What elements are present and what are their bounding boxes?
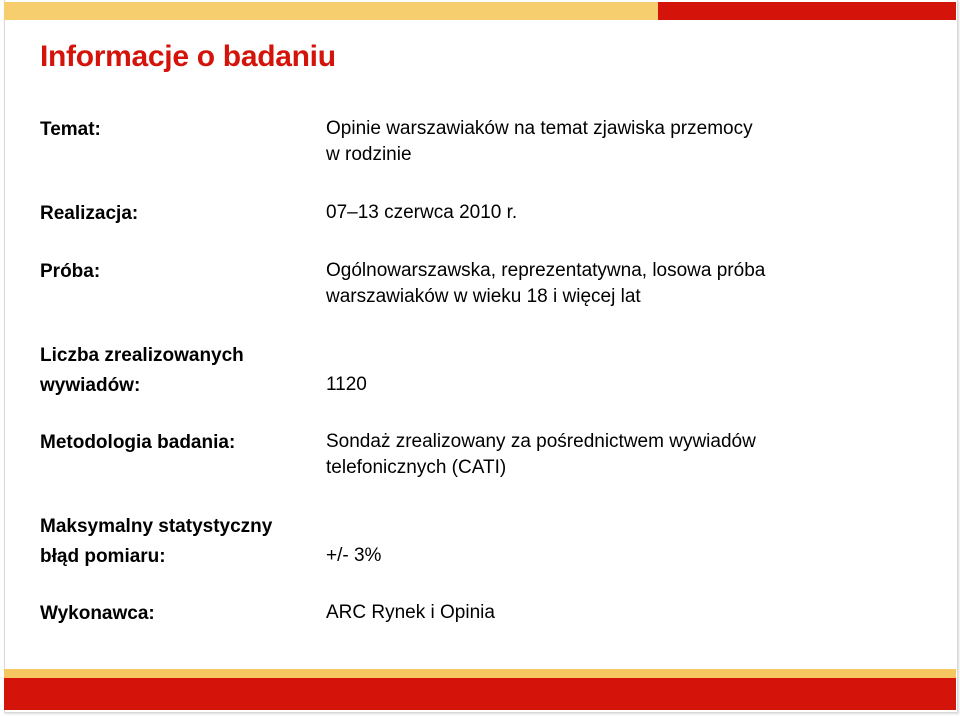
value-proba — [326, 258, 765, 310]
value-wykonawca — [326, 600, 495, 626]
value-realizacja-line-1: 07–13 czerwca 2010 r. — [326, 202, 518, 223]
value-liczba-wywiadow — [326, 372, 367, 398]
value-realizacja — [326, 200, 517, 226]
label-wykonawca: Wykonawca: — [40, 603, 155, 624]
value-metodologia — [326, 429, 756, 481]
value-blad-line-1: +/- 3% — [326, 545, 382, 566]
label-liczba-line-1: Liczba zrealizowanych — [40, 345, 244, 366]
label-liczba-line-2: wywiadów: — [40, 375, 141, 396]
page-title: Informacje o badaniu — [40, 40, 336, 73]
value-blad-pomiaru — [326, 543, 381, 569]
label-metodologia: Metodologia badania: — [40, 432, 236, 453]
label-blad-line-2: błąd pomiaru: — [40, 546, 166, 567]
bottom-yellow-bar — [4, 669, 956, 678]
label-proba: Próba: — [40, 261, 101, 282]
value-wykonawca-line-1: ARC Rynek i Opinia — [326, 602, 495, 623]
bottom-red-bar — [4, 678, 956, 710]
label-liczba-wywiadow — [40, 341, 244, 401]
value-temat-line-2: w rodzinie — [326, 144, 412, 165]
label-blad-pomiaru — [40, 512, 272, 572]
label-blad-line-1: Maksymalny statystyczny — [40, 516, 273, 537]
value-temat — [326, 116, 753, 168]
value-temat-line-1: Opinie warszawiaków na temat zjawiska przemocy — [326, 118, 753, 139]
label-realizacja: Realizacja: — [40, 203, 139, 224]
value-proba-line-1: Ogólnowarszawska, reprezentatywna, losowa próba — [326, 260, 766, 281]
top-red-bar — [658, 2, 956, 20]
value-liczba-line-1: 1120 — [326, 374, 367, 395]
label-temat: Temat: — [40, 119, 101, 140]
top-yellow-bar — [4, 2, 658, 20]
value-proba-line-2: warszawiaków w wieku 18 i więcej lat — [326, 286, 641, 307]
value-metodologia-line-2: telefonicznych (CATI) — [326, 457, 507, 478]
value-metodologia-line-1: Sondaż zrealizowany za pośrednictwem wywiadów — [326, 431, 756, 452]
